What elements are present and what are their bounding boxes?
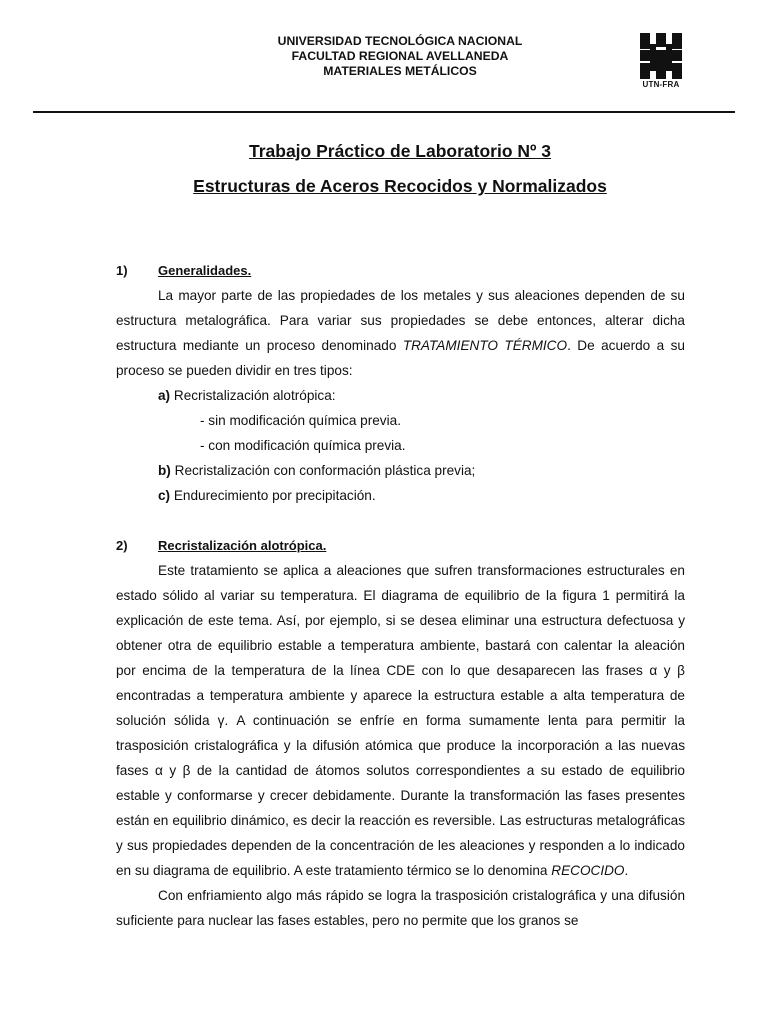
header-divider <box>33 111 735 113</box>
section-2-heading <box>116 533 685 558</box>
faculty-name: FACULTAD REGIONAL AVELLANEDA <box>291 49 509 63</box>
list-text: Recristalización con conformación plástica previa; <box>170 463 476 478</box>
text-run: Este tratamiento se aplica a aleaciones que sufren transformaciones estructurales en estado sólido al variar su temperatura. El diagrama de equilibrio de la figura 1 permitirá la explicación de este tema. Así, por ejemplo, si se desea eliminar una estructura defectuosa y obtener otra de equilibrio estable a temperatura ambiente, bastará con calentar la aleación por encima de la temperatura de la línea CDE con lo que desaparecen las frases α y β encontradas a temperatura ambiente y aparece la estructura estable a alta temperatura de solución sólida γ. A continuación se enfríe en forma sumamente lenta para permitir la trasposición cristalográfica y la difusión atómica que produce la incorporación a las nuevas fases α y β de la cantidad de átomos solutos correspondientes a su estado de equilibrio estable y conformarse y crecer debidamente. Durante la transformación las fases presentes están en equilibrio dinámico, es decir la reacción es reversible. Las estructuras metalográficas y sus propiedades dependen de la concentración de les aleaciones y responden a lo indicado en su diagrama de equilibrio. A este tratamiento térmico se lo denomina <box>116 563 685 878</box>
emphasis-text: TRATAMIENTO TÉRMICO <box>402 338 568 353</box>
section-number: 1) <box>116 263 128 278</box>
document-title <box>100 140 700 197</box>
section-title: Recristalización alotrópica. <box>158 538 327 553</box>
institution-header <box>200 34 600 79</box>
section-2-paragraph-1 <box>116 558 685 883</box>
section-title: Generalidades. <box>158 263 252 278</box>
list-text: Endurecimiento por precipitación. <box>170 488 376 503</box>
course-name: MATERIALES METÁLICOS <box>323 64 477 78</box>
university-name: UNIVERSIDAD TECNOLÓGICA NACIONAL <box>277 34 523 48</box>
title-line-1: Trabajo Práctico de Laboratorio Nº 3 <box>248 141 552 161</box>
section-number: 2) <box>116 538 128 553</box>
list-item-a <box>116 383 685 408</box>
utn-logo <box>632 33 690 93</box>
section-1-paragraph <box>116 283 685 383</box>
list-label: c) <box>158 488 171 503</box>
section-spacer <box>116 508 685 533</box>
title-line-2: Estructuras de Aceros Recocidos y Normalizados <box>193 176 607 196</box>
text-run: . <box>624 863 629 878</box>
text-run: La mayor parte de las propiedades de los metales y sus aleaciones dependen de su estructura metalográfica. Para variar sus propiedades se debe entonces, alterar dicha estructura mediante un proceso denominado <box>116 288 685 353</box>
logo-caption: UTN-FRA <box>642 80 680 89</box>
list-item-b <box>116 458 685 483</box>
text-run: . De acuerdo a su proceso se pueden dividir en tres tipos: <box>116 338 685 378</box>
utn-logo-icon <box>640 33 682 79</box>
list-label: a) <box>158 388 171 403</box>
sub-item-1: - sin modificación química previa. <box>200 413 401 428</box>
section-1-heading <box>116 258 685 283</box>
emphasis-text: RECOCIDO <box>551 863 625 878</box>
document-body <box>116 258 685 933</box>
list-text: Recristalización alotrópica: <box>170 388 336 403</box>
list-label: b) <box>158 463 171 478</box>
sub-item-2: - con modificación química previa. <box>200 438 406 453</box>
section-2-paragraph-2: Con enfriamiento algo más rápido se logra la trasposición cristalográfica y una difusión suficiente para nuclear las fases estables, pero no permite que los granos se <box>116 888 685 928</box>
list-item-c <box>116 483 685 508</box>
